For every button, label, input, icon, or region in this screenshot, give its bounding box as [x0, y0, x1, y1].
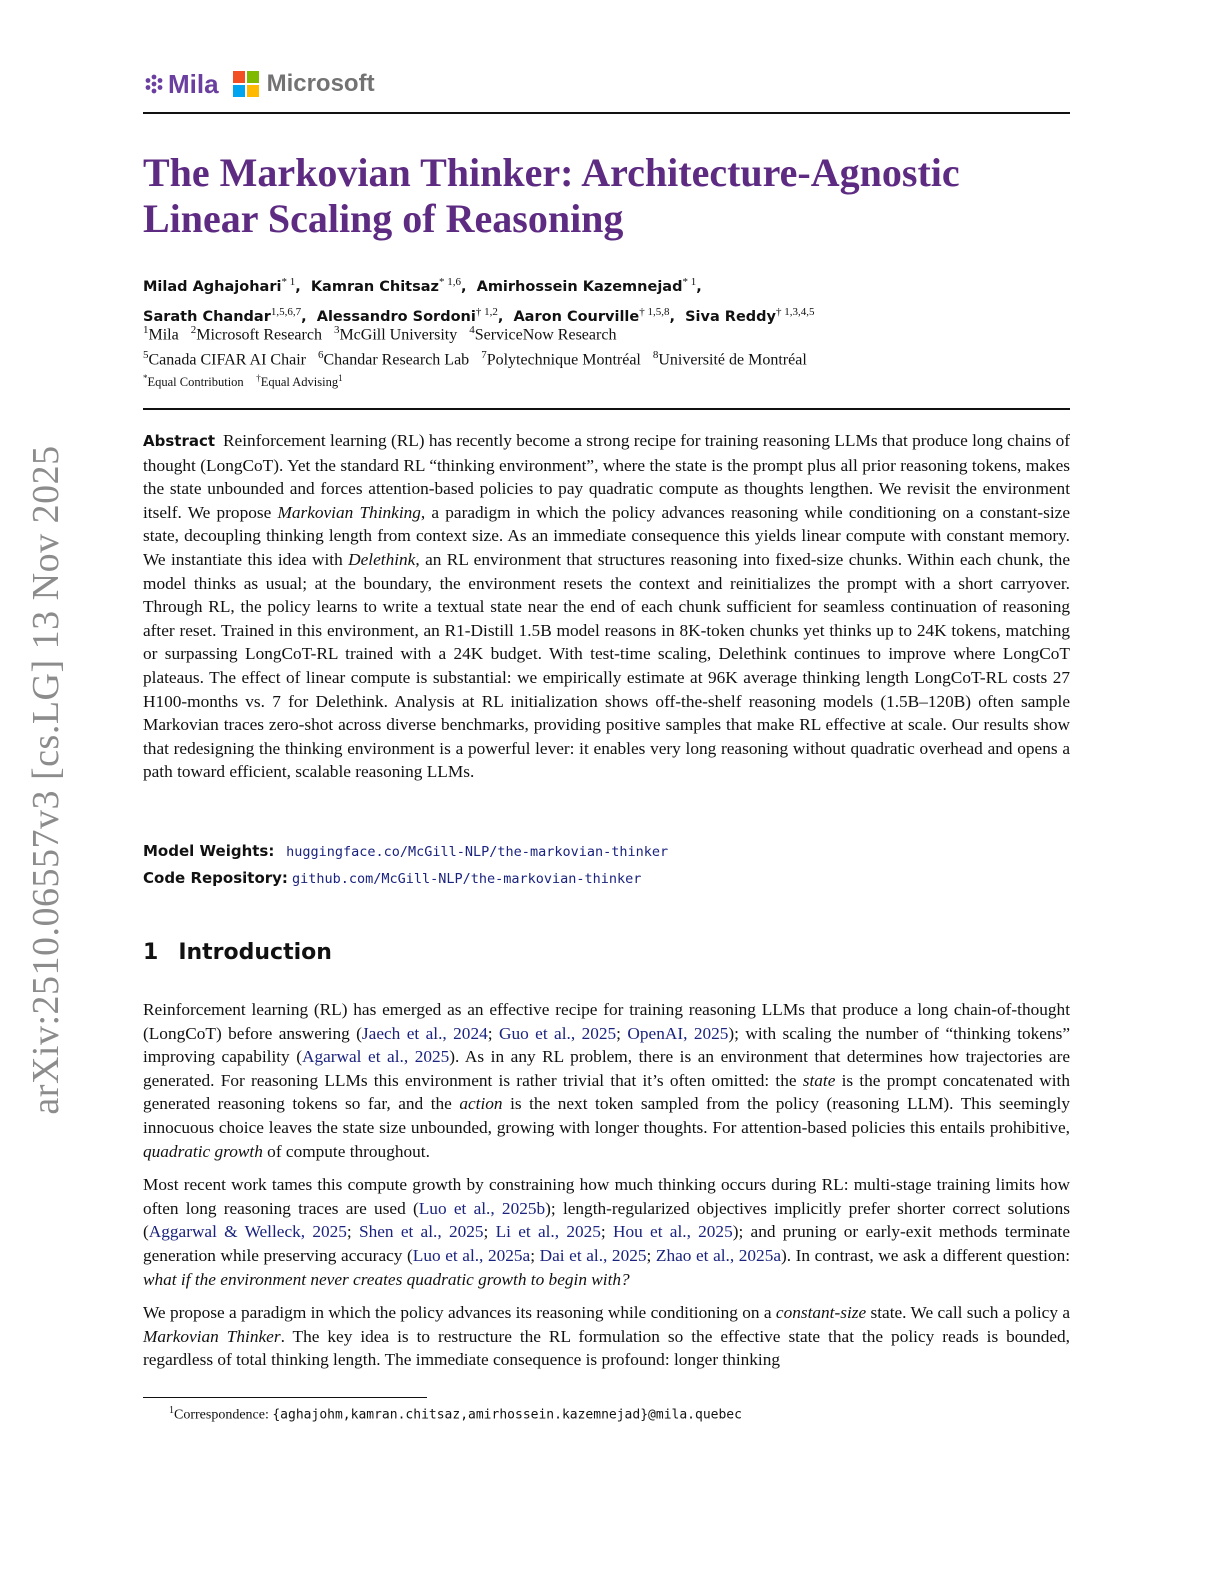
- affiliation-line-2: [143, 345, 807, 370]
- affil-name: McGill University: [339, 326, 458, 344]
- model-weights-label: Model Weights:: [143, 842, 275, 860]
- author-line-1: Milad Aghajohari$^{* 1}$, Kamran Chitsaz$^{* 1,6}$, Amirhossein Kazemnejad$^{* 1}$,: [143, 276, 702, 295]
- model-weights-row: [143, 838, 668, 865]
- citation-link[interactable]: Agarwal et al., 2025: [301, 1047, 450, 1067]
- arxiv-stamp: arXiv:2510.06557v3 [cs.LG] 13 Nov 2025: [25, 445, 67, 1115]
- author-sup: * 1,6: [438, 276, 461, 288]
- abstract-emphasis: Markovian Thinking: [277, 502, 421, 522]
- citation-link[interactable]: Hou et al., 2025: [613, 1222, 733, 1242]
- affil-name: Mila: [148, 326, 179, 344]
- resource-links: [143, 838, 668, 892]
- citation-link[interactable]: Jaech et al., 2024: [361, 1023, 488, 1043]
- top-rule: [143, 112, 1070, 114]
- title-line-1: The Markovian Thinker: Architecture-Agnostic: [143, 150, 960, 195]
- author-sup: † 1,2: [475, 305, 498, 318]
- intro-paragraph-2: Most recent work tames this compute growth by constraining how much thinking occurs during RL: multi-stage training limits how often long reasoning traces are used (Luo et al., 2025b); length-regularized objectives implicitly prefer shorter correct solutions (Aggarwal & Welleck, 2025; Shen et al., 2025; Li et al., 2025; Hou et al., 2025); and pruning or early-exit methods terminate generation while preserving accuracy (Luo et al., 2025a; Dai et al., 2025; Zhao et al., 2025a). In contrast, we ask a different question: what if the environment never creates quadratic growth to begin with?: [143, 1175, 1071, 1289]
- abstract-text: , a paradigm in which the policy advances reasoning while conditioning on a constant-size state, decoupling thinking length from context size. As an immediate consequence this yields linear compute with constant memory. We instantiate this idea with: [143, 502, 1070, 569]
- footnote-rule: [143, 1397, 427, 1398]
- affiliation-line-1: [143, 320, 807, 345]
- author-name: Siva Reddy: [685, 308, 776, 325]
- abstract-rule: [143, 408, 1070, 410]
- code-repo-row: [143, 865, 668, 892]
- intro-paragraph-3: We propose a paradigm in which the policy advances its reasoning while conditioning on a constant-size state. We call such a policy a Markovian Thinker. The key idea is to restructure the RL formulation so the effective state that the policy reads is bounded, regardless of total thinking length. The immediate consequence is profound: longer thinking: [143, 1303, 1071, 1370]
- affil-name: Polytechnique Montréal: [486, 351, 641, 369]
- citation-link[interactable]: Luo et al., 2025a: [412, 1245, 531, 1265]
- header-logos: [143, 68, 375, 100]
- citation-link[interactable]: Shen et al., 2025: [358, 1222, 484, 1242]
- section-number: 1: [143, 940, 159, 965]
- author-name: Sarath Chandar: [143, 308, 271, 325]
- affil-name: Chandar Research Lab: [323, 351, 470, 369]
- title-line-2: Linear Scaling of Reasoning: [143, 196, 624, 241]
- author-name: Aaron Courville: [513, 308, 640, 325]
- citation-link[interactable]: Li et al., 2025: [495, 1222, 601, 1242]
- model-weights-link[interactable]: huggingface.co/McGill-NLP/the-markovian-thinker: [286, 844, 669, 860]
- microsoft-squares-icon: [233, 71, 259, 97]
- footnote: [169, 1405, 742, 1424]
- abstract-text: Reinforcement learning (RL) has recently become a strong recipe for training reasoning LLMs that produce long chains of thought (LongCoT). Yet the standard RL “thinking environment”, where the state is the prompt plus all prior reasoning tokens, makes the state unbounded and forces attention-based policies to pay quadratic compute as thoughts lengthen. We revisit the environment itself. We propose: [143, 431, 1070, 522]
- code-repo-label: Code Repository:: [143, 869, 288, 887]
- footnote-email: {aghajohm,kamran.chitsaz,amirhossein.kazemnejad}@mila.quebec: [272, 1407, 742, 1423]
- footnote-label: Correspondence:: [174, 1407, 273, 1423]
- microsoft-logo: [233, 70, 375, 98]
- abstract: [143, 429, 1070, 784]
- section-title: Introduction: [178, 940, 332, 965]
- abstract-text: , an RL environment that structures reasoning into fixed-size chunks. Within each chunk, the model thinks as usual; at the boundary, the environment resets the context and reinitializes the prompt with a short carryover. Through RL, the policy learns to write a textual state near the end of each chunk sufficient for seamless continuation of reasoning after reset. Trained in this environment, an R1-Distill 1.5B model reasons in 8K-token chunks yet thinks up to 24K tokens, matching or surpassing LongCoT-RL trained with a 24K budget. With test-time scaling, Delethink continues to improve where LongCoT plateaus. The effect of linear compute is substantial: we empirically estimate at 96K average thinking length LongCoT-RL costs 27 H100-months vs. 7 for Delethink. Analysis at RL initialization shows off-the-shelf reasoning models (1.5B–120B) often sample Markovian traces zero-shot across diverse benchmarks, providing positive samples that make RL effective at scale. Our results show that redesigning the thinking environment is a powerful lever: it enables very long reasoning without quadratic overhead and opens a path toward efficient, scalable reasoning LLMs.: [143, 549, 1070, 782]
- code-repo-link[interactable]: github.com/McGill-NLP/the-markovian-thinker: [291, 871, 642, 887]
- citation-link[interactable]: Dai et al., 2025: [539, 1245, 647, 1265]
- intro-body: [143, 998, 1070, 1382]
- affil-num: 5: [143, 349, 149, 362]
- mila-wordmark: Mila: [168, 68, 219, 99]
- author-name: Amirhossein Kazemnejad: [476, 278, 683, 295]
- author-sup: * 1: [682, 276, 697, 288]
- equal-contribution-note: *Equal Contribution †Equal Advising$^1$: [143, 373, 343, 390]
- affil-num: 6: [317, 349, 324, 362]
- affiliations: [143, 320, 807, 371]
- citation-link[interactable]: Guo et al., 2025: [498, 1023, 617, 1043]
- author-sup: 1,5,6,7: [270, 305, 302, 318]
- intro-paragraph-1: Reinforcement learning (RL) has emerged as an effective recipe for training reasoning LLMs that produce a long chain-of-thought (LongCoT) before answering (Jaech et al., 2024; Guo et al., 2025; OpenAI, 2025); with scaling the number of “thinking tokens” improving capability (Agarwal et al., 2025). As in any RL problem, there is an environment that determines how trajectories are generated. For reasoning LLMs this environment is rather trivial that it’s often omitted: the state is the prompt concatenated with generated reasoning tokens so far, and the action is the next token sampled from the policy (reasoning LLM). This seemingly innocuous choice leaves the state size unbounded, growing with longer thoughts. For attention-based policies this entails prohibitive, quadratic growth of compute throughout.: [143, 1000, 1070, 1161]
- mila-logo: [143, 69, 219, 100]
- equal-advising-text: Equal Advising: [260, 375, 339, 390]
- affil-name: Canada CIFAR AI Chair: [148, 351, 306, 369]
- author-sup: † 1,3,4,5: [776, 305, 815, 318]
- citation-link[interactable]: Zhao et al., 2025a: [655, 1245, 782, 1265]
- citation-link[interactable]: Luo et al., 2025b: [418, 1198, 546, 1218]
- author-name: Alessandro Sordoni: [316, 308, 476, 325]
- equal-contribution-text: Equal Contribution: [147, 375, 244, 390]
- abstract-emphasis: Delethink: [348, 549, 416, 569]
- abstract-heading: Abstract: [143, 432, 216, 450]
- affil-num: 4: [469, 324, 475, 336]
- mila-hexagon-icon: [143, 73, 165, 95]
- section-heading: [143, 940, 332, 965]
- affil-num: 7: [481, 349, 487, 362]
- affil-num: 3: [333, 324, 340, 336]
- author-sup: * 1: [281, 276, 296, 288]
- microsoft-wordmark: Microsoft: [266, 70, 375, 97]
- affil-name: Microsoft Research: [196, 326, 322, 344]
- affil-num: 2: [190, 324, 197, 336]
- paper-title: [143, 150, 1070, 242]
- author-sup: † 1,5,8: [639, 305, 670, 318]
- citation-link[interactable]: OpenAI, 2025: [627, 1023, 729, 1043]
- author-name: Kamran Chitsaz: [310, 278, 439, 295]
- affil-name: Université de Montréal: [658, 351, 807, 369]
- affil-name: ServiceNow Research: [474, 326, 617, 344]
- citation-link[interactable]: Aggarwal & Welleck, 2025: [148, 1222, 347, 1242]
- footnote-number: 1: [169, 1405, 174, 1416]
- affil-num: 1: [143, 324, 149, 336]
- author-name: Milad Aghajohari: [143, 278, 282, 295]
- affil-num: 8: [652, 349, 659, 362]
- author-line-2: Sarath Chandar$^{1,5,6,7}$, Alessandro Sordoni$^{\dagger 1,2}$, Aaron Courville$^{\dagger 1,5,8}$, Siva Reddy$^{\dagger 1,3,4,5}$: [143, 305, 815, 325]
